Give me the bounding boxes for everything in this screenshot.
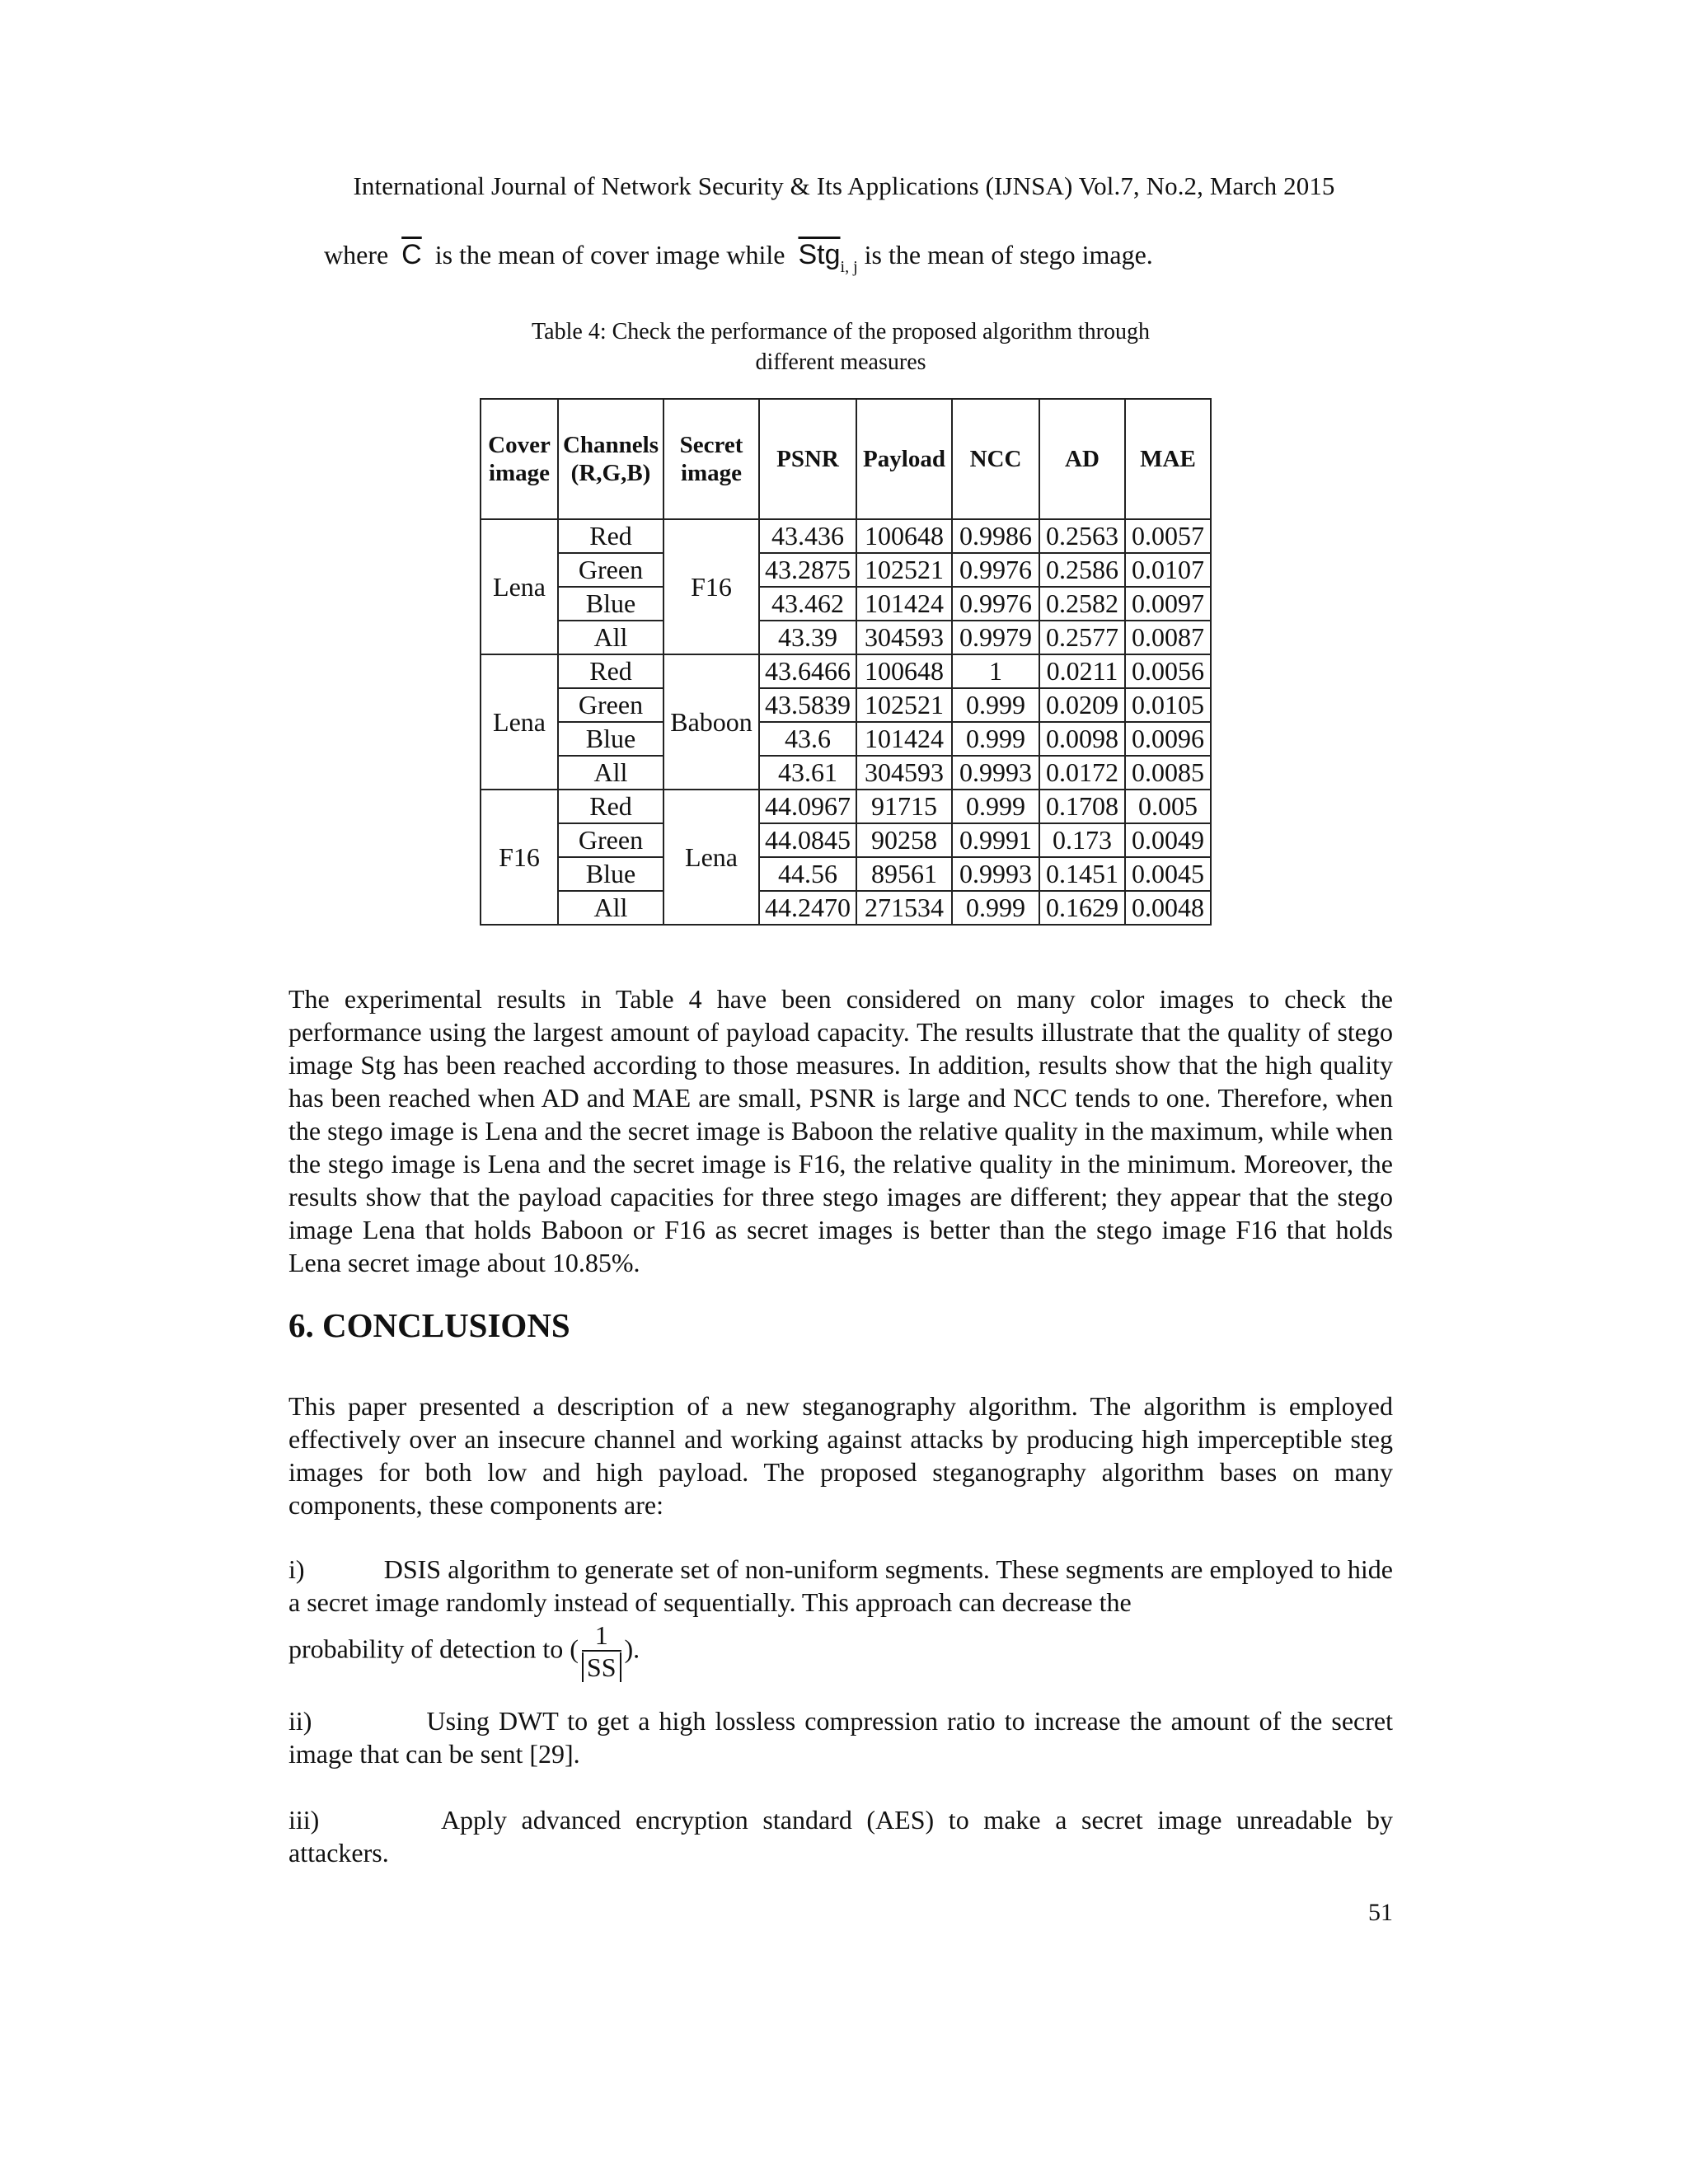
cell-mae: 0.0085 [1125, 756, 1211, 790]
header-ad: AD [1039, 399, 1125, 519]
cell-secret-image: Baboon [663, 654, 759, 790]
cell-channel: Blue [558, 587, 663, 621]
list-item-continuation [288, 1620, 1393, 1683]
cell-channel: Red [558, 519, 663, 553]
cell-ncc: 0.9993 [952, 857, 1039, 891]
cell-ad: 0.1629 [1039, 891, 1125, 925]
cell-ad: 0.173 [1039, 823, 1125, 857]
cell-ncc: 0.999 [952, 891, 1039, 925]
cell-psnr: 43.61 [759, 756, 856, 790]
cell-ncc: 0.999 [952, 790, 1039, 823]
header-secret-image [663, 399, 759, 519]
cell-psnr: 44.2470 [759, 891, 856, 925]
table-row [481, 654, 1211, 688]
cell-secret-image: F16 [663, 519, 759, 654]
cell-channel: All [558, 621, 663, 654]
cell-psnr: 44.0845 [759, 823, 856, 857]
list-marker: iii) [288, 1805, 320, 1835]
cell-channel: Blue [558, 722, 663, 756]
cell-psnr: 44.0967 [759, 790, 856, 823]
cell-payload: 304593 [856, 621, 952, 654]
cell-ad: 0.2577 [1039, 621, 1125, 654]
page-number: 51 [1368, 1899, 1393, 1926]
table-row [481, 722, 1211, 756]
cell-psnr: 43.6466 [759, 654, 856, 688]
cell-cover-image: F16 [481, 790, 558, 925]
cell-ncc: 0.9993 [952, 756, 1039, 790]
fraction-denominator: SS [582, 1652, 621, 1682]
probability-fraction [582, 1620, 621, 1683]
cell-channel: Green [558, 688, 663, 722]
cell-mae: 0.0049 [1125, 823, 1211, 857]
cell-ncc: 0.9976 [952, 587, 1039, 621]
cell-ncc: 0.9979 [952, 621, 1039, 654]
header-channels-l2: (R,G,B) [570, 460, 651, 486]
list-item [288, 1553, 1393, 1619]
fraction-numerator: 1 [582, 1620, 621, 1652]
header-cover-l1: Cover [488, 432, 551, 458]
cell-psnr: 43.436 [759, 519, 856, 553]
cell-ad: 0.0211 [1039, 654, 1125, 688]
cell-mae: 0.0105 [1125, 688, 1211, 722]
cell-mae: 0.0087 [1125, 621, 1211, 654]
cell-ncc: 0.9976 [952, 553, 1039, 587]
cell-payload: 100648 [856, 654, 952, 688]
header-channels-l1: Channels [562, 432, 659, 458]
cell-ad: 0.2563 [1039, 519, 1125, 553]
list-item-text: Apply advanced encryption standard (AES) to make a secret image unreadable by attackers. [288, 1805, 1394, 1868]
cell-ncc: 0.999 [952, 722, 1039, 756]
list-item-text: DSIS algorithm to generate set of non-uniform segments. These segments are employed to hide a secret image randomly instead of sequentially. This approach can decrease the [288, 1554, 1394, 1617]
results-paragraph: The experimental results in Table 4 have been considered on many color images to check the performance using the largest amount of payload capacity. The results illustrate that the quality of stego image Stg has been reached according to those measures. In addition, results show that the high quality has been reached when AD and MAE are small, PSNR is large and NCC tends to one. Therefore, when the stego image is Lena and the secret image is Baboon the relative quality in the maximum, while when the stego image is Lena and the secret image is F16, the relative quality in the minimum. Moreover, the results show that the payload capacities for three stego images are different; they appear that the stego image Lena that holds Baboon or F16 as secret images is better than the stego image F16 that holds Lena secret image about 10.85%. [288, 984, 1393, 1277]
cell-payload: 271534 [856, 891, 952, 925]
cell-mae: 0.0107 [1125, 553, 1211, 587]
cell-ad: 0.1708 [1039, 790, 1125, 823]
caption-line-1: Table 4: Check the performance of the proposed algorithm through [532, 319, 1150, 344]
cell-channel: Red [558, 654, 663, 688]
cell-channel: Blue [558, 857, 663, 891]
list-item [288, 1704, 1393, 1770]
cell-channel: All [558, 756, 663, 790]
cell-payload: 100648 [856, 519, 952, 553]
cell-secret-image: Lena [663, 790, 759, 925]
cell-payload: 102521 [856, 688, 952, 722]
cell-mae: 0.0048 [1125, 891, 1211, 925]
table-caption [495, 316, 1187, 377]
performance-table [480, 398, 1212, 926]
cell-mae: 0.0056 [1125, 654, 1211, 688]
probability-close: ). [624, 1633, 640, 1664]
header-ncc: NCC [952, 399, 1039, 519]
list-marker: ii) [288, 1706, 312, 1736]
table-row [481, 857, 1211, 891]
where-statement [324, 239, 1153, 277]
header-psnr: PSNR [759, 399, 856, 519]
header-mae: MAE [1125, 399, 1211, 519]
cell-mae: 0.0096 [1125, 722, 1211, 756]
table-row [481, 891, 1211, 925]
section-title: 6. CONCLUSIONS [288, 1306, 570, 1344]
table-row [481, 756, 1211, 790]
list-marker: i) [288, 1554, 305, 1584]
cell-mae: 0.0045 [1125, 857, 1211, 891]
table-row [481, 823, 1211, 857]
cover-mean-symbol: $\overline{C}$ [401, 239, 422, 270]
cell-payload: 91715 [856, 790, 952, 823]
table-row [481, 587, 1211, 621]
cell-psnr: 43.6 [759, 722, 856, 756]
cell-psnr: 43.462 [759, 587, 856, 621]
stego-mean-subscript: i, j [840, 258, 858, 276]
cell-ncc: 0.9986 [952, 519, 1039, 553]
stego-mean-symbol: $\overline{Stg}$ [798, 239, 841, 270]
where-text-2: is the mean of cover image while [434, 240, 785, 269]
cell-psnr: 43.39 [759, 621, 856, 654]
header-cover-image [481, 399, 558, 519]
list-item [288, 1803, 1393, 1869]
cell-ncc: 0.9991 [952, 823, 1039, 857]
cell-cover-image: Lena [481, 654, 558, 790]
cell-ad: 0.2586 [1039, 553, 1125, 587]
cell-channel: Green [558, 823, 663, 857]
cell-ncc: 1 [952, 654, 1039, 688]
caption-line-2: different measures [755, 349, 926, 375]
cell-cover-image: Lena [481, 519, 558, 654]
cell-ad: 0.0209 [1039, 688, 1125, 722]
cell-psnr: 43.2875 [759, 553, 856, 587]
journal-header: International Journal of Network Security & Its Applications (IJNSA) Vol.7, No.2, March 2015 [353, 171, 1335, 200]
cell-mae: 0.0057 [1125, 519, 1211, 553]
cell-channel: All [558, 891, 663, 925]
table-row [481, 621, 1211, 654]
cell-psnr: 43.5839 [759, 688, 856, 722]
cell-payload: 304593 [856, 756, 952, 790]
cell-mae: 0.005 [1125, 790, 1211, 823]
cell-mae: 0.0097 [1125, 587, 1211, 621]
header-secret-l1: Secret [679, 432, 743, 458]
header-cover-l2: image [488, 460, 551, 486]
cell-channel: Green [558, 553, 663, 587]
cell-ad: 0.0172 [1039, 756, 1125, 790]
header-secret-l2: image [680, 460, 743, 486]
table-row [481, 553, 1211, 587]
table-body [481, 519, 1211, 925]
cell-channel: Red [558, 790, 663, 823]
cell-ad: 0.1451 [1039, 857, 1125, 891]
table-row [481, 790, 1211, 823]
cell-payload: 101424 [856, 722, 952, 756]
conclusions-paragraph: This paper presented a description of a new steganography algorithm. The algorithm is employed effectively over an insecure channel and working against attacks by producing high imperceptible steg images for both low and high payload. The proposed steganography algorithm bases on many components, these components are: [288, 1391, 1393, 1520]
cell-payload: 90258 [856, 823, 952, 857]
cell-ncc: 0.999 [952, 688, 1039, 722]
header-channels [558, 399, 663, 519]
cell-ad: 0.0098 [1039, 722, 1125, 756]
cell-payload: 89561 [856, 857, 952, 891]
table-row [481, 688, 1211, 722]
cell-payload: 101424 [856, 587, 952, 621]
table-header-row [481, 399, 1211, 519]
list-item-text: Using DWT to get a high lossless compression ratio to increase the amount of the secret image that can be sent [29]. [288, 1706, 1394, 1769]
where-word: where [324, 240, 389, 269]
header-payload: Payload [856, 399, 952, 519]
cell-payload: 102521 [856, 553, 952, 587]
cell-psnr: 44.56 [759, 857, 856, 891]
where-text-3: is the mean of stego image. [864, 240, 1153, 269]
cell-ad: 0.2582 [1039, 587, 1125, 621]
probability-text: probability of detection to ( [288, 1633, 579, 1664]
table-row [481, 519, 1211, 553]
